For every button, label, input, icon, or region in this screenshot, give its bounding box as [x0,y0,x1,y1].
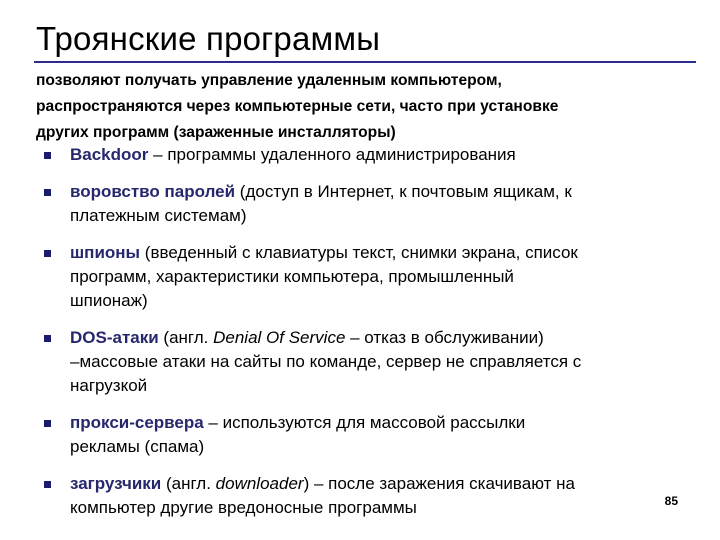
square-bullet-icon [44,152,51,159]
bullet-text: платежным системам) [70,206,247,225]
slide-subtitle [36,68,686,146]
square-bullet-icon [44,189,51,196]
bullet-term: загрузчики [70,474,162,493]
bullet-term: шпионы [70,243,141,262]
bullet-list [44,143,684,533]
bullet-item-downloaders [44,472,684,520]
bullet-item-proxy-servers [44,411,684,459]
bullet-text: (англ. [161,474,216,493]
title-divider [34,61,696,63]
square-bullet-icon [44,481,51,488]
page-number: 85 [664,494,678,508]
bullet-term: DOS-атаки [70,328,159,347]
bullet-text: – программы удаленного администрирования [148,145,516,164]
subtitle-line: позволяют получать управление удаленным компьютером, [36,72,502,89]
bullet-text: (англ. [158,328,214,347]
bullet-text: ) – после заражения скачивают на [303,474,575,493]
bullet-text: нагрузкой [70,376,148,395]
bullet-item-backdoor [44,143,684,167]
bullet-text: – отказ в обслуживании) [345,328,544,347]
bullet-text: – используются для массовой рассылки [203,413,526,432]
bullet-text: компьютер другие вредоносные программы [70,498,417,517]
bullet-italic-term: Denial Of Service [213,328,346,347]
bullet-item-spyware [44,241,684,313]
bullet-term: Backdoor [70,145,149,164]
bullet-italic-term: downloader [215,474,304,493]
square-bullet-icon [44,335,51,342]
bullet-item-password-theft [44,180,684,228]
bullet-text: рекламы (спама) [70,437,205,456]
bullet-text: шпионаж) [70,291,148,310]
bullet-text: (доступ в Интернет, к почтовым ящикам, к [235,182,572,201]
subtitle-line: распространяются через компьютерные сети, часто при установке [36,98,559,115]
bullet-text: (введенный с клавиатуры текст, снимки экрана, список [140,243,578,262]
square-bullet-icon [44,420,51,427]
bullet-term: воровство паролей [70,182,236,201]
bullet-text: программ, характеристики компьютера, промышленный [70,267,514,286]
slide-title: Троянские программы [36,20,381,57]
bullet-text: –массовые атаки на сайты по команде, сервер не справляется с [70,352,582,371]
square-bullet-icon [44,250,51,257]
bullet-term: прокси-сервера [70,413,204,432]
subtitle-line: других программ (зараженные инсталляторы) [36,124,396,141]
bullet-item-dos-attacks [44,326,684,398]
